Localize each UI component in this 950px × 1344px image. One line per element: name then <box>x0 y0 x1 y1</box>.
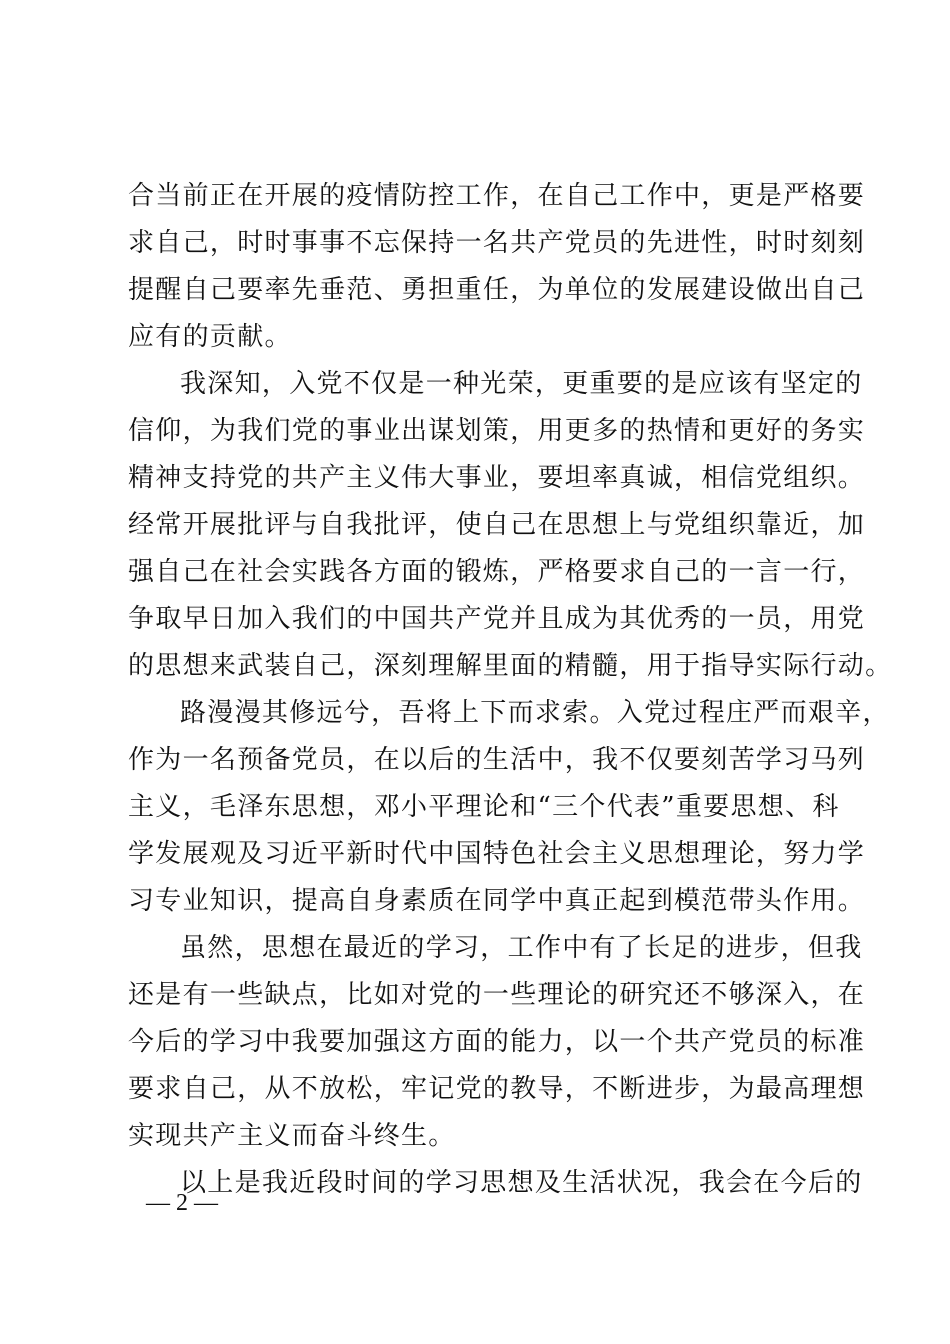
text-line: 强自己在社会实践各方面的锻炼，严格要求自己的一言一行， <box>128 557 866 587</box>
text-line: 实现共产主义而奋斗终生。 <box>128 1121 456 1151</box>
text-line: 应有的贡献。 <box>128 322 292 352</box>
text-line: 学发展观及习近平新时代中国特色社会主义思想理论，努力学 <box>128 839 866 869</box>
page-number: — 2 — <box>146 1190 218 1216</box>
paragraph-first-line: 我深知，入党不仅是一种光荣，更重要的是应该有坚定的 <box>180 369 863 399</box>
text-line: 习专业知识，提高自身素质在同学中真正起到模范带头作用。 <box>128 886 866 916</box>
text-line: 作为一名预备党员，在以后的生活中，我不仅要刻苦学习马列 <box>128 745 866 775</box>
text-line: 今后的学习中我要加强这方面的能力，以一个共产党员的标准 <box>128 1027 866 1057</box>
text-line: 争取早日加入我们的中国共产党并且成为其优秀的一员，用党 <box>128 604 866 634</box>
text-line: 要求自己，从不放松，牢记党的教导，不断进步，为最高理想 <box>128 1074 866 1104</box>
text-line: 求自己，时时事事不忘保持一名共产党员的先进性，时时刻刻 <box>128 228 866 258</box>
text-line: 提醒自己要率先垂范、勇担重任，为单位的发展建设做出自己 <box>128 275 866 305</box>
text-line: 合当前正在开展的疫情防控工作，在自己工作中，更是严格要 <box>128 181 866 211</box>
text-line: 主义，毛泽东思想，邓小平理论和“三个代表”重要思想、科 <box>128 792 840 822</box>
text-line: 的思想来武装自己，深刻理解里面的精髓，用于指导实际行动。 <box>128 651 893 681</box>
text-line: 精神支持党的共产主义伟大事业，要坦率真诚，相信党组织。 <box>128 463 866 493</box>
text-line: 还是有一些缺点，比如对党的一些理论的研究还不够深入，在 <box>128 980 866 1010</box>
paragraph-first-line: 以上是我近段时间的学习思想及生活状况，我会在今后的 <box>180 1168 863 1198</box>
paragraph-first-line: 虽然，思想在最近的学习，工作中有了长足的进步，但我 <box>180 933 863 963</box>
text-line: 经常开展批评与自我批评，使自己在思想上与党组织靠近，加 <box>128 510 866 540</box>
paragraph-first-line: 路漫漫其修远兮，吾将上下而求索。入党过程庄严而艰辛， <box>180 698 890 728</box>
text-line: 信仰，为我们党的事业出谋划策，用更多的热情和更好的务实 <box>128 416 866 446</box>
